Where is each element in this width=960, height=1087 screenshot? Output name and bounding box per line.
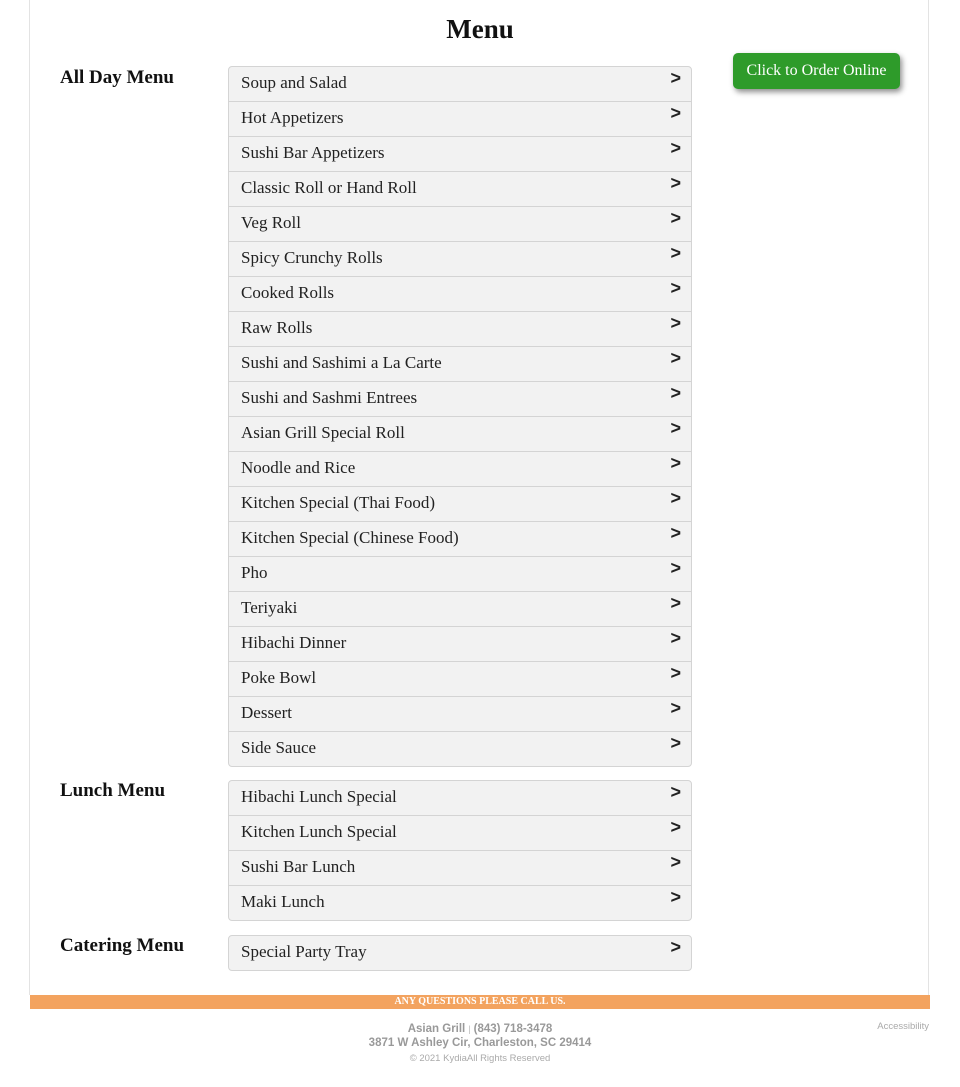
menu-category-special-party-tray[interactable] bbox=[229, 936, 691, 970]
rights-text: All Rights Reserved bbox=[466, 1053, 551, 1064]
menu-category-label: Teriyaki bbox=[241, 598, 298, 617]
accessibility-link[interactable]: Accessibility bbox=[877, 1021, 929, 1032]
chevron-right-icon: > bbox=[670, 733, 681, 753]
menu-category-poke-bowl[interactable] bbox=[229, 661, 691, 696]
menu-category-spicy-crunchy-rolls[interactable] bbox=[229, 241, 691, 276]
chevron-right-icon: > bbox=[670, 628, 681, 648]
lunch-menu-list bbox=[228, 780, 692, 921]
menu-category-label: Soup and Salad bbox=[241, 73, 347, 92]
menu-category-hibachi-dinner[interactable] bbox=[229, 626, 691, 661]
menu-category-pho[interactable] bbox=[229, 556, 691, 591]
menu-category-sushi-bar-lunch[interactable] bbox=[229, 850, 691, 885]
menu-category-label: Kitchen Special (Thai Food) bbox=[241, 493, 436, 512]
chevron-right-icon: > bbox=[670, 782, 681, 802]
menu-category-label: Sushi and Sashmi Entrees bbox=[241, 388, 418, 407]
menu-category-label: Veg Roll bbox=[241, 213, 301, 232]
menu-category-sushi-and-sashimi-a-la-carte[interactable] bbox=[229, 346, 691, 381]
menu-category-soup-and-salad[interactable] bbox=[229, 67, 691, 101]
menu-category-label: Classic Roll or Hand Roll bbox=[241, 178, 417, 197]
chevron-right-icon: > bbox=[670, 887, 681, 907]
chevron-right-icon: > bbox=[670, 663, 681, 683]
menu-category-label: Special Party Tray bbox=[241, 942, 367, 961]
chevron-right-icon: > bbox=[670, 243, 681, 263]
copyright-year: © 2021 bbox=[409, 1053, 441, 1064]
chevron-right-icon: > bbox=[670, 313, 681, 333]
chevron-right-icon: > bbox=[670, 698, 681, 718]
menu-category-kitchen-special-thai-food[interactable] bbox=[229, 486, 691, 521]
catering-menu-list bbox=[228, 935, 692, 971]
menu-category-teriyaki[interactable] bbox=[229, 591, 691, 626]
page-title: Menu bbox=[446, 14, 514, 44]
menu-category-label: Hibachi Lunch Special bbox=[241, 787, 397, 806]
menu-category-label: Sushi Bar Lunch bbox=[241, 857, 356, 876]
menu-category-label: Spicy Crunchy Rolls bbox=[241, 248, 383, 267]
menu-category-asian-grill-special-roll[interactable] bbox=[229, 416, 691, 451]
menu-category-veg-roll[interactable] bbox=[229, 206, 691, 241]
menu-category-label: Hibachi Dinner bbox=[241, 633, 347, 652]
menu-category-label: Cooked Rolls bbox=[241, 283, 335, 302]
menu-category-hot-appetizers[interactable] bbox=[229, 101, 691, 136]
chevron-right-icon: > bbox=[670, 817, 681, 837]
menu-category-label: Dessert bbox=[241, 703, 292, 722]
menu-category-label: Sushi and Sashimi a La Carte bbox=[241, 353, 442, 372]
chevron-right-icon: > bbox=[670, 383, 681, 403]
menu-category-side-sauce[interactable] bbox=[229, 731, 691, 766]
menu-category-label: Asian Grill Special Roll bbox=[241, 423, 405, 442]
chevron-right-icon: > bbox=[670, 208, 681, 228]
menu-category-label: Raw Rolls bbox=[241, 318, 313, 337]
menu-category-kitchen-special-chinese-food[interactable] bbox=[229, 521, 691, 556]
menu-category-hibachi-lunch-special[interactable] bbox=[229, 781, 691, 815]
footer-restaurant-name: Asian Grill bbox=[407, 1023, 466, 1035]
menu-category-label: Poke Bowl bbox=[241, 668, 317, 687]
chevron-right-icon: > bbox=[670, 138, 681, 158]
chevron-right-icon: > bbox=[670, 488, 681, 508]
menu-category-cooked-rolls[interactable] bbox=[229, 276, 691, 311]
menu-category-dessert[interactable] bbox=[229, 696, 691, 731]
menu-category-label: Maki Lunch bbox=[241, 892, 325, 911]
menu-category-label: Noodle and Rice bbox=[241, 458, 356, 477]
order-online-button[interactable]: Click to Order Online bbox=[733, 53, 900, 89]
menu-category-label: Sushi Bar Appetizers bbox=[241, 143, 385, 162]
footer-phone-link[interactable]: (843) 718-3478 bbox=[473, 1023, 553, 1035]
footer-separator: | bbox=[468, 1024, 471, 1034]
chevron-right-icon: > bbox=[670, 278, 681, 298]
menu-category-label: Hot Appetizers bbox=[241, 108, 344, 127]
chevron-right-icon: > bbox=[670, 103, 681, 123]
menu-category-sushi-bar-appetizers[interactable] bbox=[229, 136, 691, 171]
chevron-right-icon: > bbox=[670, 68, 681, 88]
chevron-right-icon: > bbox=[670, 852, 681, 872]
footer-address: 3871 W Ashley Cir, Charleston, SC 29414 bbox=[368, 1037, 592, 1049]
chevron-right-icon: > bbox=[670, 173, 681, 193]
menu-category-label: Kitchen Special (Chinese Food) bbox=[241, 528, 459, 547]
menu-category-sushi-and-sashmi-entrees[interactable] bbox=[229, 381, 691, 416]
footer-contact bbox=[0, 1022, 960, 1036]
menu-category-noodle-and-rice[interactable] bbox=[229, 451, 691, 486]
menu-category-kitchen-lunch-special[interactable] bbox=[229, 815, 691, 850]
section-label-lunch: Lunch Menu bbox=[60, 780, 166, 801]
menu-category-label: Kitchen Lunch Special bbox=[241, 822, 397, 841]
menu-category-raw-rolls[interactable] bbox=[229, 311, 691, 346]
section-label-all-day: All Day Menu bbox=[60, 67, 174, 88]
kydia-brand-link[interactable]: Kydia bbox=[443, 1053, 467, 1064]
chevron-right-icon: > bbox=[670, 937, 681, 957]
chevron-right-icon: > bbox=[670, 523, 681, 543]
menu-category-classic-roll-or-hand-roll[interactable] bbox=[229, 171, 691, 206]
footer-banner: ANY QUESTIONS PLEASE CALL US. bbox=[30, 995, 930, 1009]
footer-copyright bbox=[0, 1052, 960, 1066]
chevron-right-icon: > bbox=[670, 418, 681, 438]
chevron-right-icon: > bbox=[670, 558, 681, 578]
menu-category-label: Side Sauce bbox=[241, 738, 317, 757]
chevron-right-icon: > bbox=[670, 453, 681, 473]
chevron-right-icon: > bbox=[670, 593, 681, 613]
menu-category-label: Pho bbox=[241, 563, 268, 582]
section-label-catering: Catering Menu bbox=[60, 935, 185, 956]
chevron-right-icon: > bbox=[670, 348, 681, 368]
all-day-menu-list bbox=[228, 66, 692, 767]
menu-category-maki-lunch[interactable] bbox=[229, 885, 691, 920]
